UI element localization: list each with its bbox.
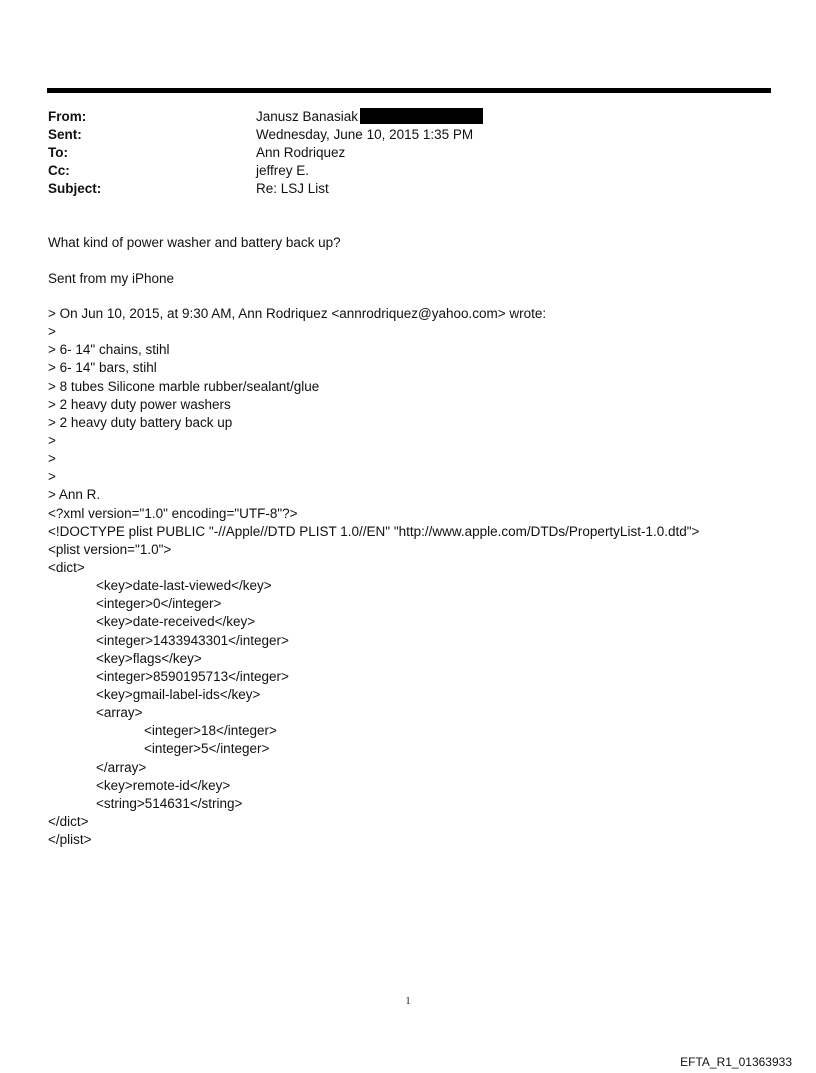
xml-line: <integer>1433943301</integer> xyxy=(96,632,289,648)
from-value xyxy=(256,108,483,126)
xml-line: <key>remote-id</key> xyxy=(96,777,231,793)
bates-number: EFTA_R1_01363933 xyxy=(680,1055,792,1069)
xml-line: <integer>18</integer> xyxy=(144,723,277,739)
xml-line: <integer>0</integer> xyxy=(96,596,222,612)
quoted-line: > 8 tubes Silicone marble rubber/sealant/glue xyxy=(48,378,320,394)
xml-line: <integer>5</integer> xyxy=(144,741,270,757)
page-number: 1 xyxy=(405,996,411,1007)
to-label: To: xyxy=(48,145,68,160)
xml-line: <plist version="1.0"> xyxy=(48,541,172,557)
xml-line: </plist> xyxy=(48,832,92,848)
xml-line: <dict> xyxy=(48,559,85,575)
redaction-box xyxy=(360,108,483,124)
subject-value: Re: LSJ List xyxy=(256,181,329,196)
quoted-line: > Ann R. xyxy=(48,487,101,503)
quoted-line: > 2 heavy duty battery back up xyxy=(48,414,233,430)
sent-label: Sent: xyxy=(48,127,82,142)
xml-line: </array> xyxy=(96,759,147,775)
quoted-line: > 2 heavy duty power washers xyxy=(48,396,231,412)
xml-line: <array> xyxy=(96,705,143,721)
to-value: Ann Rodriquez xyxy=(256,145,346,160)
xml-line: <!DOCTYPE plist PUBLIC "-//Apple//DTD PLIST 1.0//EN" "http://www.apple.com/DTDs/PropertyList-1.0.dtd"> xyxy=(48,523,700,539)
quoted-line: > On Jun 10, 2015, at 9:30 AM, Ann Rodriquez <annrodriquez@yahoo.com> wrote: xyxy=(48,306,547,321)
quoted-line: > 6- 14" bars, stihl xyxy=(48,360,157,376)
xml-line: <integer>8590195713</integer> xyxy=(96,668,289,684)
message-text: What kind of power washer and battery back up? xyxy=(48,235,341,250)
xml-line: <key>flags</key> xyxy=(96,650,202,666)
signature-text: Sent from my iPhone xyxy=(48,271,175,286)
xml-line: <key>date-last-viewed</key> xyxy=(96,578,272,594)
cc-label: Cc: xyxy=(48,163,70,178)
cc-value: jeffrey E. xyxy=(256,163,310,178)
from-label: From: xyxy=(48,109,87,124)
xml-line: <key>date-received</key> xyxy=(96,614,256,630)
xml-line: <?xml version="1.0" encoding="UTF-8"?> xyxy=(48,505,298,521)
quoted-line: > xyxy=(48,469,56,485)
xml-line: </dict> xyxy=(48,813,89,829)
quoted-content xyxy=(48,305,699,849)
quoted-line: > xyxy=(48,451,56,467)
quoted-line: > xyxy=(48,432,56,448)
header-rule xyxy=(47,88,771,93)
xml-line: <string>514631</string> xyxy=(96,795,243,811)
sent-value: Wednesday, June 10, 2015 1:35 PM xyxy=(256,127,474,142)
subject-label: Subject: xyxy=(48,181,102,196)
from-name: Janusz Banasiak xyxy=(256,109,359,124)
quoted-line: > xyxy=(48,324,56,340)
xml-line: <key>gmail-label-ids</key> xyxy=(96,686,261,702)
quoted-line: > 6- 14" chains, stihl xyxy=(48,342,170,358)
